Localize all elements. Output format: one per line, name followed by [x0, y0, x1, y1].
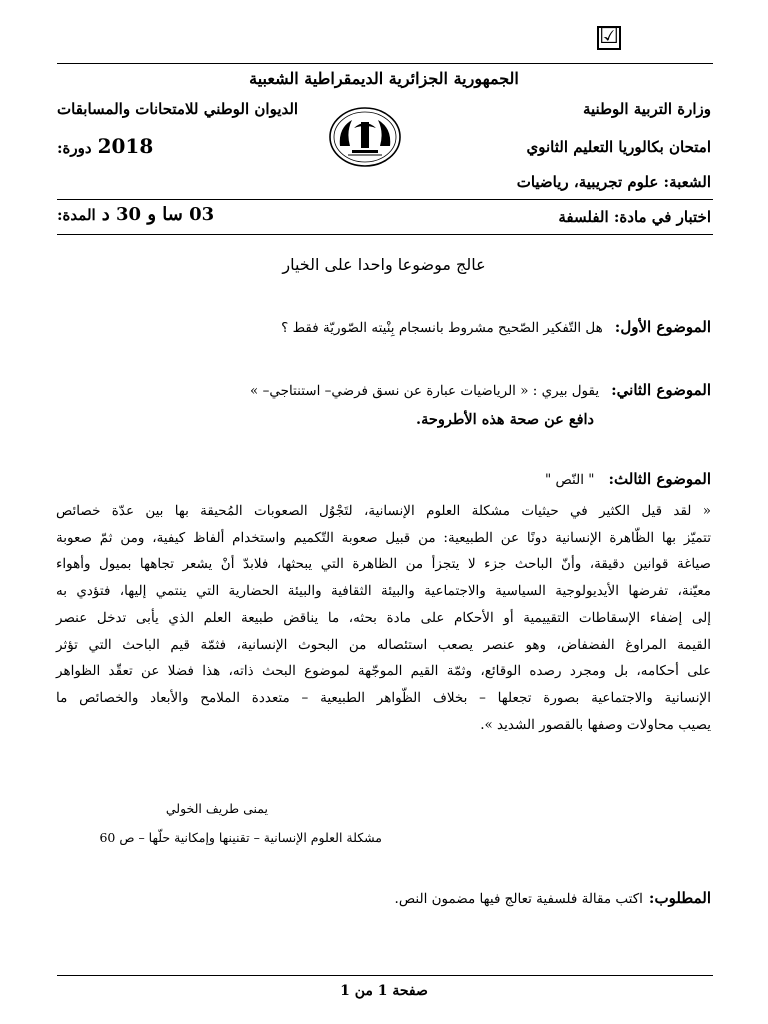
- paragraph-line: على أحكامه، بل ومجرد رصده الوقائع، وثمّة القيم الموجّهة لموضوع البحث ذاته، هذا فضلا عن تعقّد الظواهر: [56, 663, 711, 680]
- subject-1: [281, 318, 711, 336]
- ministry-logo-icon: [328, 106, 402, 168]
- required-text: اكتب مقالة فلسفية تعالج فيها مضمون النص.: [394, 891, 643, 907]
- ministry-name: وزارة التربية الوطنية: [582, 100, 711, 118]
- republic-title: الجمهورية الجزائرية الديمقراطية الشعبية: [249, 69, 519, 88]
- text-paragraph: [56, 498, 711, 738]
- subject-1-label: الموضوع الأول:: [614, 318, 711, 336]
- duration-value: 03 سا و 30 د: [101, 204, 215, 225]
- office-name: الديوان الوطني للامتحانات والمسابقات: [57, 100, 299, 118]
- text-author: يمنى طريف الخولي: [165, 801, 268, 816]
- required: [395, 889, 711, 907]
- paragraph-line: تتميّز بها الظّاهرة الإنسانية دونًا عن الطبيعية: من قبيل صعوبة التّكميم واستخدام ألفاظ كيفية، ومن ثمّ صعوبة: [56, 529, 711, 546]
- duration: [57, 204, 214, 225]
- subject-1-text: هل التّفكير الصّحيح مشروط بانسجام بِنْيته الصّوريّة فقط ؟: [281, 320, 603, 336]
- session-label: دورة:: [57, 139, 92, 157]
- subject-2: [250, 381, 711, 399]
- paragraph-line: « لقد قيل الكثير في حيثيات مشكلة العلوم الإنسانية، لتَجْوُل الصعوبات المُحيقة بها بين عدّة خصائص: [56, 503, 711, 519]
- subject-3-label: الموضوع الثالث:: [608, 470, 711, 488]
- paragraph-line: يصيب محاولات وصفها بالقصور الشديد ».: [480, 716, 711, 733]
- paragraph-line: إلى إضفاء الإسقاطات التقييمية أو الأحكام على مادة بحثه، ما يناقض طبيعة العلم الذي يأبى تدخل عنصر: [56, 609, 711, 626]
- top-rule: [57, 63, 713, 64]
- text-source: مشكلة العلوم الإنسانية – تقنينها وإمكانية حلّها – ص 60: [99, 830, 382, 845]
- subject-name: اختبار في مادة: الفلسفة: [558, 208, 711, 226]
- paragraph-line: صياغة قوانين دقيقة، وأنّ الباحث جزء لا يتجزأ من الظاهرة التي يبحثها، فلابدّ أنْ يشعر تجاهها بميول وأهواء: [56, 556, 711, 573]
- subject-3-title: " النّص ": [545, 472, 595, 488]
- session: [57, 134, 153, 158]
- session-year: 2018: [97, 134, 154, 158]
- instruction: عالج موضوعا واحدا على الخيار: [282, 255, 486, 274]
- checkbox-icon: ☑: [597, 26, 621, 50]
- subject-rule: [57, 234, 713, 235]
- exam-name: امتحان بكالوريا التعليم الثانوي: [526, 138, 711, 156]
- header-rule: [57, 199, 713, 200]
- paragraph-line: القيمة المراوغ الفضفاض، وهو عنصر يصعب استئصاله من البحوث الإنسانية، فثمّة قيم الباحث التي تؤثر: [56, 636, 711, 653]
- subject-2-task: دافع عن صحة هذه الأطروحة.: [416, 411, 594, 428]
- paragraph-line: الإنسانية والاجتماعية بصورة تجعلها – بخلاف الظّواهر الطبيعية – متعددة الملامح والأبعاد والخصائص ما: [56, 689, 711, 706]
- duration-label: المدة:: [57, 206, 96, 224]
- required-label: المطلوب:: [648, 889, 711, 907]
- paragraph-line: معيّنة، تفرضها الأيديولوجية السياسية والاجتماعية والبيئة الثقافية والبيئة الحضارية التي ينتمي إليها، فتؤدي به: [56, 583, 711, 600]
- page-number: صفحة 1 من 1: [340, 983, 428, 999]
- subject-2-text: يقول بيري : « الرياضيات عبارة عن نسق فرضي– استنتاجي– »: [250, 383, 600, 399]
- footer-rule: [57, 975, 713, 976]
- subject-3: [545, 470, 711, 488]
- subject-2-label: الموضوع الثاني:: [611, 381, 711, 399]
- branch: الشعبة: علوم تجريبية، رياضيات: [516, 173, 711, 191]
